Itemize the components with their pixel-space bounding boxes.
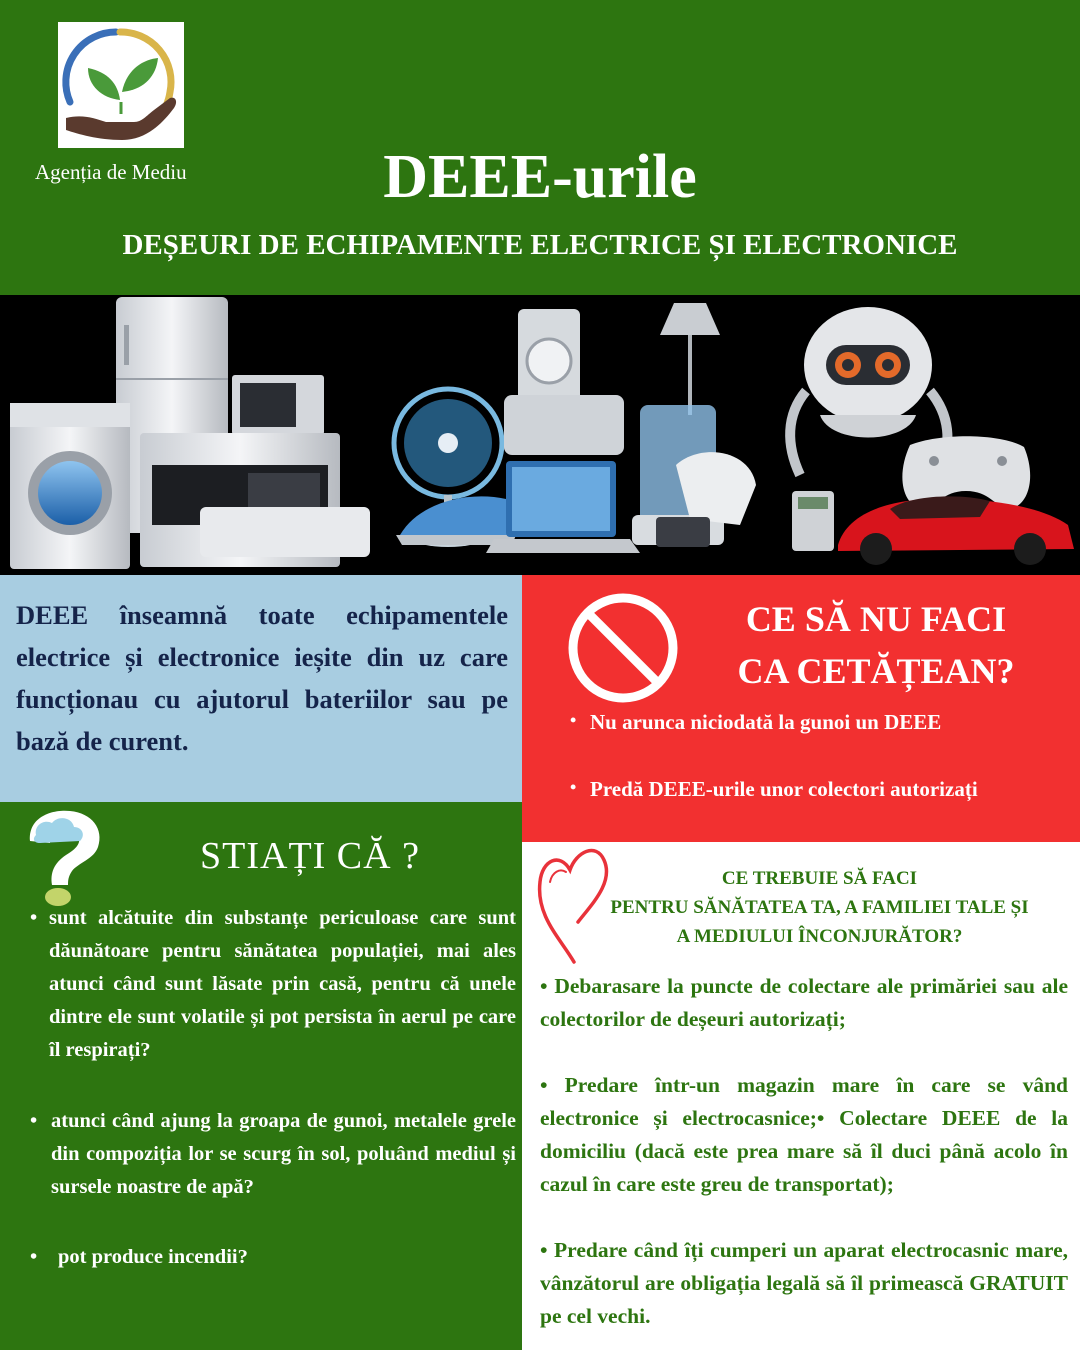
list-item: • atunci când ajung la groapa de gunoi, metalele grele din compoziția lor se scurg în sol, poluând mediul și sursele noastre de apă? bbox=[30, 1105, 516, 1204]
microwave-icon bbox=[232, 375, 324, 435]
dont-title-line1: CE SĂ NU FACI bbox=[745, 599, 1007, 639]
definition-text: DEEE înseamnă toate echipamentele electrice și electronice ieșite din uz care funcționau cu ajutorul bateriilor sau pe bază de curent. bbox=[16, 600, 508, 756]
kitchen-robot-icon bbox=[504, 309, 624, 455]
definition-panel bbox=[0, 575, 522, 802]
laptop-icon bbox=[486, 461, 640, 553]
facts-list bbox=[30, 902, 516, 1274]
todo-title-line1: CE TREBUIE SĂ FACI bbox=[721, 868, 918, 889]
todo-title-line2: PENTRU SĂNĂTATEA TA, A FAMILIEI TALE ȘI bbox=[610, 897, 1029, 918]
list-item: • sunt alcătuite din substanțe periculoase care sunt dăunătoare pentru sănătatea populației, mai ales atunci când sunt lăsate prin casă, pentru că unele dintre ele sunt volatile și pot persista în aerul pe care îl respirați? bbox=[30, 902, 516, 1067]
dont-title-line2: CA CETĂȚEAN? bbox=[737, 651, 1015, 691]
page-title: DEEE-urile bbox=[383, 143, 697, 211]
dont-title bbox=[712, 593, 1040, 697]
page-subtitle: DEȘEURI DE ECHIPAMENTE ELECTRICE ȘI ELECTRONICE bbox=[122, 229, 958, 261]
leaf-hand-logo-icon bbox=[58, 22, 184, 148]
air-conditioner-icon bbox=[200, 507, 370, 557]
header bbox=[0, 0, 1080, 295]
question-mark-icon bbox=[18, 807, 104, 907]
appliances-illustration bbox=[0, 295, 1080, 575]
list-item: • Debarasare la puncte de colectare ale primăriei sau ale colectorilor de deșeuri autorizați; bbox=[540, 974, 1068, 1031]
list-item: • Predă DEEE-urile unor colectori autorizați bbox=[570, 777, 1070, 802]
list-item: • pot produce incendii? bbox=[30, 1241, 516, 1274]
facts-title: STIAȚI CĂ ? bbox=[200, 835, 420, 877]
agency-logo bbox=[58, 22, 184, 148]
list-item: • Nu arunca niciodată la gunoi un DEEE bbox=[570, 710, 1070, 735]
todo-title bbox=[562, 864, 1077, 951]
desk-lamp-icon bbox=[660, 303, 720, 415]
calculator-icon bbox=[792, 491, 834, 551]
dont-panel bbox=[522, 575, 1080, 842]
prohibited-icon bbox=[566, 591, 680, 705]
todo-title-line3: A MEDIULUI ÎNCONJURĂTOR? bbox=[676, 926, 963, 947]
logo-caption: Agenția de Mediu bbox=[35, 160, 187, 184]
facts-panel bbox=[0, 802, 522, 1350]
todo-list bbox=[540, 970, 1068, 1333]
washing-machine-icon bbox=[10, 403, 130, 569]
list-item: • Predare într-un magazin mare în care se vând electronice și electrocasnice;• Colectare DEEE de la domiciliu (dacă este prea mare să îl duci până acolo în cazul în care este greu de transportat); bbox=[540, 1073, 1068, 1196]
todo-panel bbox=[522, 842, 1080, 1350]
list-item: • Predare când îți cumperi un aparat electrocasnic mare, vânzătorul are obligația legală să îl primească GRATUIT pe cel vechi. bbox=[540, 1238, 1068, 1328]
iron-icon bbox=[396, 496, 516, 545]
toy-car-icon bbox=[838, 496, 1074, 565]
dont-list bbox=[570, 710, 1070, 802]
